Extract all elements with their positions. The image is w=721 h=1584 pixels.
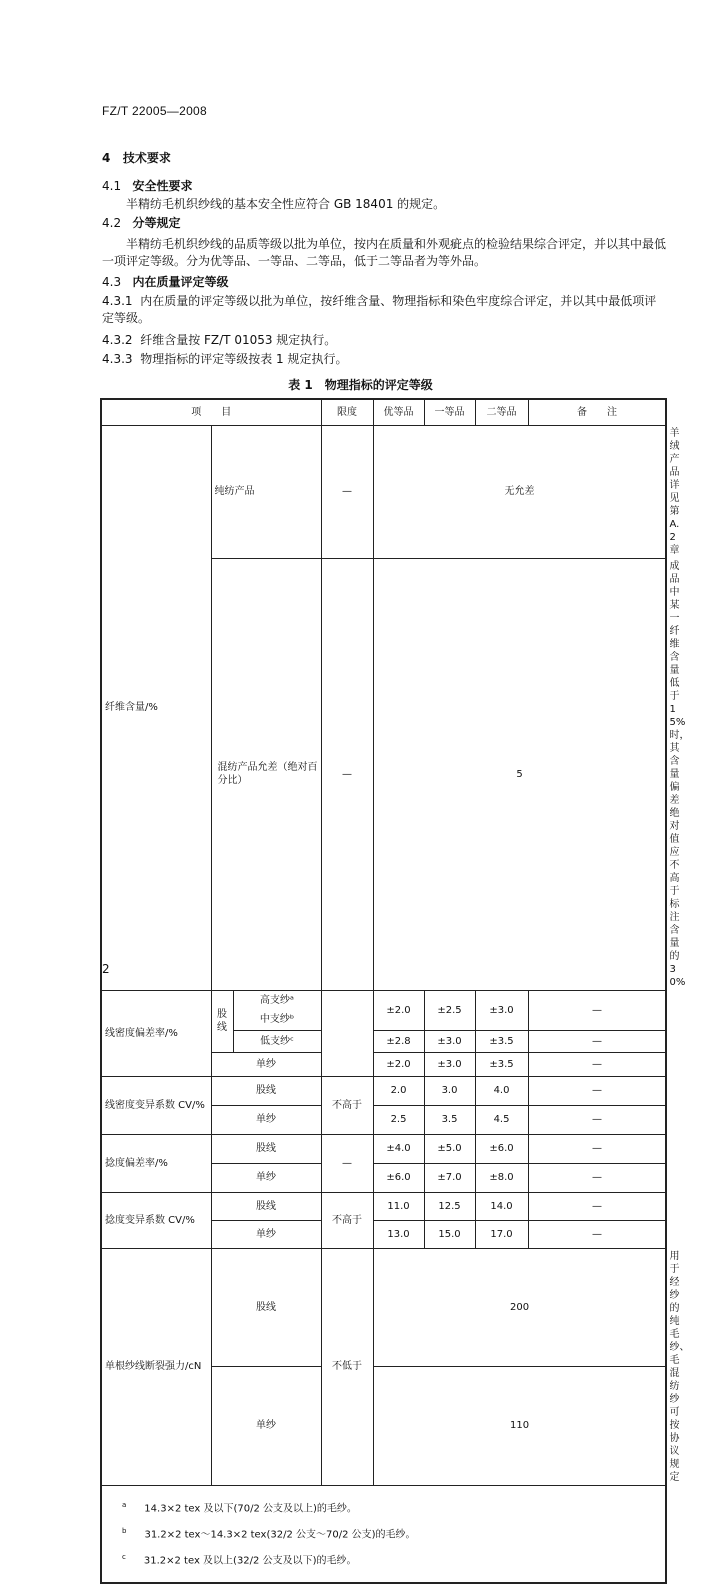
footnote-mark: b [122,1526,127,1535]
value-cell: ±2.8 [373,1030,424,1052]
header-grade-superior: 优等品 [373,399,424,425]
value-cell: 17.0 [475,1220,528,1248]
header-grade-second: 二等品 [475,399,528,425]
sub-label-single: 单纱 [211,1367,321,1486]
value-cell: 4.5 [475,1105,528,1134]
value-cell: ±6.0 [475,1134,528,1163]
section-text: 物理指标的评定等级按表 1 规定执行。 [140,352,348,366]
value-cell: 2.0 [373,1076,424,1105]
value-cell: ±3.5 [475,1030,528,1052]
sub-label-low: 低支纱ᶜ [233,1030,321,1052]
footnote-text: 14.3×2 tex 及以下(70/2 公支及以上)的毛纱。 [144,1502,357,1514]
value-cell: 15.0 [424,1220,475,1248]
section-number: 4 [102,151,111,165]
table-row [101,1076,666,1105]
standard-number-header: FZ/T 22005—2008 [102,104,208,118]
table-row: 纤维含量/% 纯纺产品 — 无允差 羊绒产品详见第 A.2 章 [101,425,666,558]
note-cell: — [528,1163,666,1192]
value-cell: 无允差 [373,425,666,558]
table-header-row [101,399,666,425]
value-cell: 5 [373,558,666,990]
table-caption: 表 1 物理指标的评定等级 [288,378,433,392]
row-label-fiber: 纤维含量/% [101,425,211,990]
value-cell: 14.0 [475,1192,528,1220]
section-title: 技术要求 [122,151,171,165]
sub-label-single: 单纱 [211,1163,321,1192]
value-cell: 4.0 [475,1076,528,1105]
value-cell: ±5.0 [424,1134,475,1163]
sub-label-ply: 股线 [211,1076,321,1105]
sub-label-high: 高支纱ᵃ [233,990,321,1010]
header-grade-first: 一等品 [424,399,475,425]
limit-cell: 不高于 [321,1192,373,1248]
value-cell: ±4.0 [373,1134,424,1163]
footnote-mark: a [122,1500,127,1509]
footnotes [101,1485,666,1583]
sub-label-single: 单纱 [211,1052,321,1076]
section-4-3-2 [102,332,336,348]
value-cell: 11.0 [373,1192,424,1220]
table-row: 混纺产品允差（绝对百分比） — 5 成品中某一纤维含量低于 15%时，其含量偏差绝对值应不高于标注含量的 30% [101,558,666,990]
limit-cell: — [321,425,373,558]
footnote-text: 31.2×2 tex 及以上(32/2 公支及以下)的毛纱。 [143,1555,357,1567]
limit-cell: — [321,558,373,990]
limit-cell: 不低于 [321,1248,373,1485]
note-cell: — [528,1105,666,1134]
note-cell: — [528,1030,666,1052]
row-label-twist-cv: 捻度变异系数 CV/% [101,1192,211,1248]
footnote-a [122,1494,646,1520]
sub-label-ply: 股线 [211,1134,321,1163]
page-number: 2 [102,962,110,976]
note-cell: — [528,1220,666,1248]
section-title: 安全性要求 [132,179,193,193]
table-row [101,1134,666,1163]
value-cell: ±3.5 [475,1052,528,1076]
value-cell: 3.0 [424,1076,475,1105]
value-cell: ±2.5 [424,990,475,1030]
sub-label-pure: 纯纺产品 [211,425,321,558]
section-number: 4.3.2 [102,333,133,347]
note-cell: — [528,1076,666,1105]
row-label-density-cv: 线密度变异系数 CV/% [101,1076,211,1134]
note-cell: — [528,1134,666,1163]
table-row [101,1192,666,1220]
section-4-1-heading [102,178,193,194]
footnote-c [122,1546,646,1572]
footnote-b [122,1520,646,1546]
value-cell: ±2.0 [373,1052,424,1076]
value-cell: ±3.0 [424,1052,475,1076]
table-row [101,990,666,1010]
row-label-strength: 单根纱线断裂强力/cN [101,1248,211,1485]
value-cell: ±8.0 [475,1163,528,1192]
table-footnote-row [101,1485,666,1583]
note-cell: — [528,1052,666,1076]
section-4-3-heading [102,274,229,290]
value-cell: ±2.0 [373,990,424,1030]
value-cell: 13.0 [373,1220,424,1248]
sub-label-mid: 中支纱ᵇ [233,1010,321,1030]
value-cell: ±7.0 [424,1163,475,1192]
sub-label-single: 单纱 [211,1105,321,1134]
section-4-2-heading [102,215,181,231]
table-row: 单根纱线断裂强力/cN 股线 不低于 200 用于经纱的纯毛纱、毛混纺纱可按协议规定 [101,1248,666,1367]
section-title: 分等规定 [132,216,181,230]
section-4-heading [102,150,171,166]
section-text: 内在质量的评定等级以批为单位，按纤维含量、物理指标和染色牢度综合评定，并以其中最低项评定等级。 [102,294,657,325]
section-number: 4.2 [102,216,122,230]
value-cell: 200 [373,1248,666,1367]
row-label-twist-dev: 捻度偏差率/% [101,1134,211,1192]
sub-label-ply: 股线 [211,1192,321,1220]
value-cell: ±6.0 [373,1163,424,1192]
section-number: 4.1 [102,179,122,193]
value-cell: ±3.0 [475,990,528,1030]
value-cell: 3.5 [424,1105,475,1134]
header-note: 备 注 [528,399,666,425]
sub-label-single: 单纱 [211,1220,321,1248]
value-cell: ±3.0 [424,1030,475,1052]
header-limit: 限度 [321,399,373,425]
note-cell: — [528,990,666,1030]
note-cell: — [528,1192,666,1220]
header-item: 项 目 [101,399,321,425]
value-cell: 12.5 [424,1192,475,1220]
section-4-1-text: 半精纺毛机织纱线的基本安全性应符合 GB 18401 的规定。 [126,197,446,211]
section-4-2-text: 半精纺毛机织纱线的品质等级以批为单位，按内在质量和外观疵点的检验结果综合评定，并以其中最低一项评定等级。分为优等品、一等品、二等品，低于二等品者为等外品。 [102,237,667,268]
limit-cell: 不高于 [321,1076,373,1134]
section-4-3-3 [102,351,347,367]
value-cell: 110 [373,1367,666,1486]
section-number: 4.3.1 [102,294,133,308]
section-number: 4.3.3 [102,352,133,366]
section-number: 4.3 [102,275,122,289]
value-cell: 2.5 [373,1105,424,1134]
section-4-3-1 [102,293,668,327]
physical-index-grading-table [100,398,690,1584]
row-label-density: 线密度偏差率/% [101,990,211,1076]
sub-label-ply: 股线 [211,1248,321,1367]
limit-cell [321,990,373,1076]
limit-cell: — [321,1134,373,1192]
sub-label-blend: 混纺产品允差（绝对百分比） [211,558,321,990]
section-title: 内在质量评定等级 [132,275,229,289]
footnote-mark: c [122,1553,126,1562]
section-text: 纤维含量按 FZ/T 01053 规定执行。 [140,333,337,347]
footnote-text: 31.2×2 tex～14.3×2 tex(32/2 公支～70/2 公支)的毛纱。 [144,1529,416,1541]
sub-label-ply: 股线 [211,990,233,1052]
